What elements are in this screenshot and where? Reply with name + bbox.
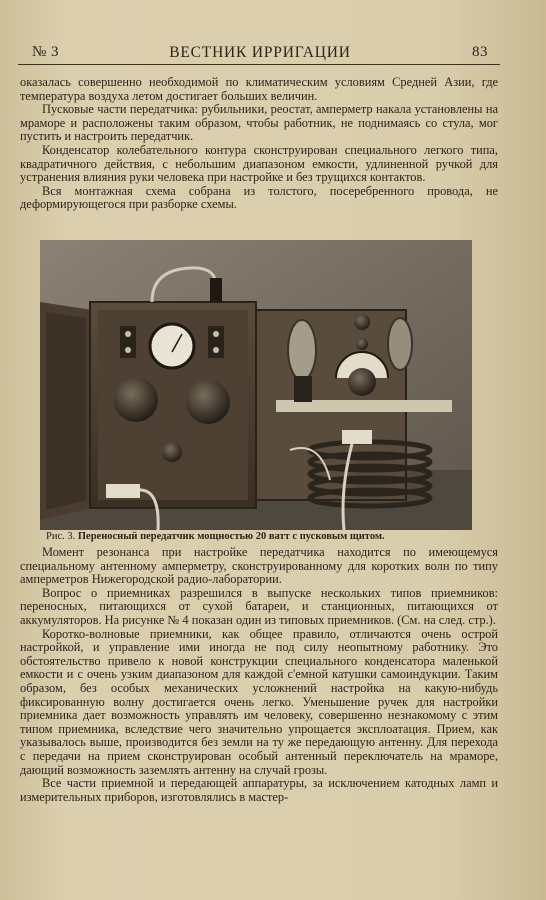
paragraph: Коротко-волновые приемники, как общее правило, отличаются очень острой настройкой, и управление ими иногда не под силу неопытному работнику. Это обстоятельство привело к новой конструкции специального конденсатора маленькой емкости и с очень узким диапазоном для каждой с'емной катушки самоиндукции. Таким образом, без особых механических усложнений настройка на какую-нибудь фиксированную волну достигается очень легко. Уменьшение ручек для настройки приемника дает возможность управлять им человеку, совершенно незнакомому с этим типом приемника, вследствие чего значительно упрощается эксплоатация. Прием, как указывалось выше, производится без земли на ту же передающую антенну. Для перехода с передачи на прием сконструирован особый антенный переключатель на мраморе, дающий возможность заземлять антенну на случай грозы. [20, 626, 498, 777]
figure-caption-text: Переносный передатчик мощностью 20 ватт с пусковым щитом. [77, 531, 385, 542]
figure-label: Рис. 3. [46, 531, 76, 542]
running-header [30, 42, 490, 64]
paragraph: Вся монтажная схема собрана из толстого, посеребренного провода, не деформирующегося при разборке схемы. [20, 183, 498, 212]
paragraph: Конденсатор колебательного контура сконструирован специального легкого типа, квадратичного действия, с небольшим диапазоном емкости, удлиненной ручкой для устранения влияния руки человека при настройке и без трущихся контактов. [20, 142, 498, 185]
page-number: 83 [472, 44, 488, 60]
paragraph: Пусковые части передатчика: рубильники, реостат, амперметр накала установлены на мраморе и расположены таким образом, чтобы работник, не поднимаясь со стула, мог пустить и настроить передатчик. [20, 102, 498, 144]
header-rule [18, 64, 500, 65]
issue-number: № 3 [32, 44, 60, 60]
paragraph: оказалась совершенно необходимой по климатическим условиям Средней Азии, где температура воздуха летом достигает больших величин. [20, 75, 498, 103]
transmitter-photo [40, 240, 472, 530]
paragraph: Момент резонанса при настройке передатчика находится по имеющемуся специальному антенному амперметру, сконструированному для коротких волн по типу амперметров Нижегородской радио-лаборатории. [20, 545, 498, 587]
text-block-bottom [20, 546, 498, 804]
paragraph: Вопрос о приемниках разрешился в выпуске нескольких типов приемников: переносных, питающихся от сухой батареи, и станционных, питающихся от аккумуляторов. На рисунке № 4 показан один из типовых приемников. (См. на след. стр.). [20, 585, 498, 627]
figure-caption [46, 531, 486, 543]
journal-title: ВЕСТНИК ИРРИГАЦИИ [169, 44, 351, 61]
paragraph: Все части приемной и передающей аппаратуры, за исключением катодных ламп и измерительных приборов, изготовлялись в мастер- [20, 776, 498, 804]
text-block-top [20, 76, 498, 212]
